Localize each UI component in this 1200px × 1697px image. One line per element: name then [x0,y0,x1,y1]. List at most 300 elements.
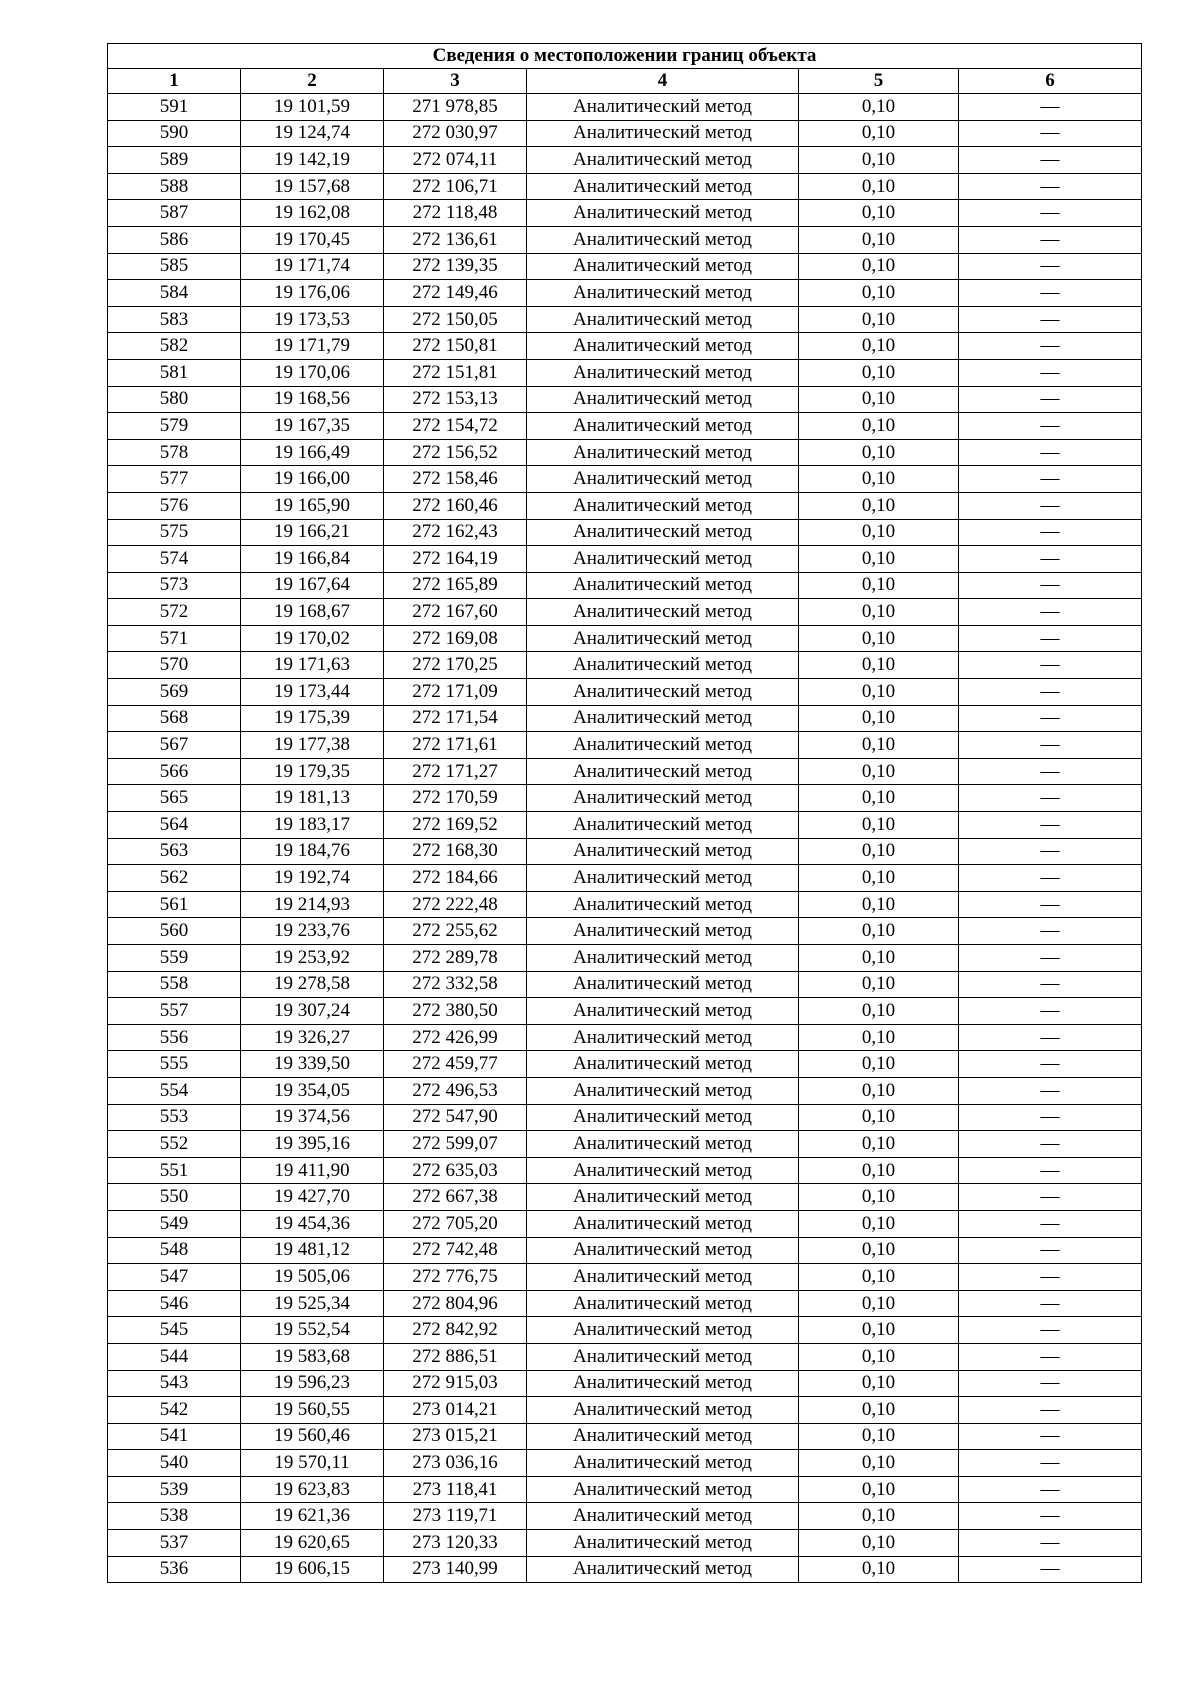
method-cell: Аналитический метод [527,1397,799,1424]
point-number-cell: 543 [108,1370,241,1397]
point-number-cell: 544 [108,1343,241,1370]
x-coordinate-cell: 19 124,74 [241,120,384,147]
method-cell: Аналитический метод [527,971,799,998]
y-coordinate-cell: 273 015,21 [384,1423,527,1450]
description-cell: — [959,1530,1142,1557]
x-coordinate-cell: 19 175,39 [241,705,384,732]
method-cell: Аналитический метод [527,200,799,227]
accuracy-cell: 0,10 [799,625,959,652]
method-cell: Аналитический метод [527,94,799,121]
description-cell: — [959,1157,1142,1184]
y-coordinate-cell: 272 426,99 [384,1024,527,1051]
accuracy-cell: 0,10 [799,147,959,174]
method-cell: Аналитический метод [527,519,799,546]
description-cell: — [959,1423,1142,1450]
method-cell: Аналитический метод [527,173,799,200]
table-row [108,1343,1142,1370]
table-row [108,333,1142,360]
y-coordinate-cell: 272 599,07 [384,1131,527,1158]
table-row [108,1317,1142,1344]
y-coordinate-cell: 272 459,77 [384,1051,527,1078]
y-coordinate-cell: 272 136,61 [384,226,527,253]
method-cell: Аналитический метод [527,1184,799,1211]
x-coordinate-cell: 19 233,76 [241,918,384,945]
y-coordinate-cell: 272 149,46 [384,280,527,307]
point-number-cell: 547 [108,1264,241,1291]
y-coordinate-cell: 273 014,21 [384,1397,527,1424]
description-cell: — [959,359,1142,386]
x-coordinate-cell: 19 253,92 [241,945,384,972]
method-cell: Аналитический метод [527,1051,799,1078]
method-cell: Аналитический метод [527,679,799,706]
description-cell: — [959,1397,1142,1424]
column-header: 1 [108,69,241,94]
method-cell: Аналитический метод [527,359,799,386]
table-row [108,306,1142,333]
description-cell: — [959,758,1142,785]
table-row [108,812,1142,839]
description-cell: — [959,998,1142,1025]
description-cell: — [959,1184,1142,1211]
point-number-cell: 569 [108,679,241,706]
point-number-cell: 539 [108,1476,241,1503]
description-cell: — [959,253,1142,280]
accuracy-cell: 0,10 [799,1317,959,1344]
method-cell: Аналитический метод [527,1450,799,1477]
accuracy-cell: 0,10 [799,1157,959,1184]
accuracy-cell: 0,10 [799,1530,959,1557]
method-cell: Аналитический метод [527,812,799,839]
method-cell: Аналитический метод [527,439,799,466]
point-number-cell: 563 [108,838,241,865]
accuracy-cell: 0,10 [799,1343,959,1370]
table-row [108,147,1142,174]
point-number-cell: 557 [108,998,241,1025]
table-row [108,253,1142,280]
x-coordinate-cell: 19 606,15 [241,1556,384,1583]
accuracy-cell: 0,10 [799,758,959,785]
point-number-cell: 558 [108,971,241,998]
description-cell: — [959,1503,1142,1530]
point-number-cell: 566 [108,758,241,785]
method-cell: Аналитический метод [527,838,799,865]
method-cell: Аналитический метод [527,705,799,732]
x-coordinate-cell: 19 620,65 [241,1530,384,1557]
table-row [108,1051,1142,1078]
description-cell: — [959,1476,1142,1503]
point-number-cell: 553 [108,1104,241,1131]
point-number-cell: 584 [108,280,241,307]
point-number-cell: 537 [108,1530,241,1557]
x-coordinate-cell: 19 552,54 [241,1317,384,1344]
point-number-cell: 586 [108,226,241,253]
accuracy-cell: 0,10 [799,865,959,892]
point-number-cell: 578 [108,439,241,466]
x-coordinate-cell: 19 583,68 [241,1343,384,1370]
table-row [108,173,1142,200]
point-number-cell: 555 [108,1051,241,1078]
y-coordinate-cell: 272 776,75 [384,1264,527,1291]
description-cell: — [959,1264,1142,1291]
x-coordinate-cell: 19 166,49 [241,439,384,466]
table-row [108,1556,1142,1583]
table-row [108,1184,1142,1211]
y-coordinate-cell: 272 667,38 [384,1184,527,1211]
method-cell: Аналитический метод [527,998,799,1025]
description-cell: — [959,705,1142,732]
table-row [108,1077,1142,1104]
method-cell: Аналитический метод [527,1423,799,1450]
accuracy-cell: 0,10 [799,1077,959,1104]
point-number-cell: 574 [108,546,241,573]
description-cell: — [959,1210,1142,1237]
x-coordinate-cell: 19 170,06 [241,359,384,386]
method-cell: Аналитический метод [527,1237,799,1264]
description-cell: — [959,1317,1142,1344]
accuracy-cell: 0,10 [799,1184,959,1211]
y-coordinate-cell: 273 140,99 [384,1556,527,1583]
accuracy-cell: 0,10 [799,333,959,360]
y-coordinate-cell: 272 153,13 [384,386,527,413]
description-cell: — [959,812,1142,839]
description-cell: — [959,945,1142,972]
method-cell: Аналитический метод [527,572,799,599]
column-header: 4 [527,69,799,94]
point-number-cell: 549 [108,1210,241,1237]
y-coordinate-cell: 273 120,33 [384,1530,527,1557]
point-number-cell: 573 [108,572,241,599]
point-number-cell: 564 [108,812,241,839]
accuracy-cell: 0,10 [799,572,959,599]
table-row [108,1131,1142,1158]
table-row [108,226,1142,253]
description-cell: — [959,732,1142,759]
x-coordinate-cell: 19 560,46 [241,1423,384,1450]
y-coordinate-cell: 272 915,03 [384,1370,527,1397]
table-row [108,1104,1142,1131]
accuracy-cell: 0,10 [799,679,959,706]
point-number-cell: 548 [108,1237,241,1264]
description-cell: — [959,519,1142,546]
y-coordinate-cell: 273 118,41 [384,1476,527,1503]
x-coordinate-cell: 19 411,90 [241,1157,384,1184]
method-cell: Аналитический метод [527,386,799,413]
description-cell: — [959,1556,1142,1583]
accuracy-cell: 0,10 [799,466,959,493]
x-coordinate-cell: 19 454,36 [241,1210,384,1237]
x-coordinate-cell: 19 505,06 [241,1264,384,1291]
table-body [108,94,1142,1583]
table-row [108,998,1142,1025]
column-header: 3 [384,69,527,94]
method-cell: Аналитический метод [527,413,799,440]
description-cell: — [959,333,1142,360]
y-coordinate-cell: 272 169,52 [384,812,527,839]
description-cell: — [959,492,1142,519]
point-number-cell: 552 [108,1131,241,1158]
method-cell: Аналитический метод [527,1556,799,1583]
description-cell: — [959,466,1142,493]
point-number-cell: 572 [108,599,241,626]
description-cell: — [959,546,1142,573]
table-row [108,1024,1142,1051]
accuracy-cell: 0,10 [799,120,959,147]
method-cell: Аналитический метод [527,253,799,280]
x-coordinate-cell: 19 157,68 [241,173,384,200]
x-coordinate-cell: 19 177,38 [241,732,384,759]
x-coordinate-cell: 19 168,56 [241,386,384,413]
x-coordinate-cell: 19 192,74 [241,865,384,892]
point-number-cell: 570 [108,652,241,679]
x-coordinate-cell: 19 166,84 [241,546,384,573]
method-cell: Аналитический метод [527,599,799,626]
y-coordinate-cell: 271 978,85 [384,94,527,121]
y-coordinate-cell: 272 106,71 [384,173,527,200]
table-title-row [108,44,1142,69]
y-coordinate-cell: 272 842,92 [384,1317,527,1344]
x-coordinate-cell: 19 168,67 [241,599,384,626]
description-cell: — [959,785,1142,812]
point-number-cell: 556 [108,1024,241,1051]
description-cell: — [959,1450,1142,1477]
accuracy-cell: 0,10 [799,998,959,1025]
accuracy-cell: 0,10 [799,838,959,865]
table-row [108,891,1142,918]
description-cell: — [959,918,1142,945]
point-number-cell: 546 [108,1290,241,1317]
method-cell: Аналитический метод [527,1343,799,1370]
point-number-cell: 540 [108,1450,241,1477]
x-coordinate-cell: 19 184,76 [241,838,384,865]
y-coordinate-cell: 272 222,48 [384,891,527,918]
description-cell: — [959,94,1142,121]
table-row [108,1397,1142,1424]
x-coordinate-cell: 19 570,11 [241,1450,384,1477]
y-coordinate-cell: 272 886,51 [384,1343,527,1370]
description-cell: — [959,120,1142,147]
point-number-cell: 545 [108,1317,241,1344]
table-row [108,439,1142,466]
method-cell: Аналитический метод [527,945,799,972]
x-coordinate-cell: 19 596,23 [241,1370,384,1397]
y-coordinate-cell: 272 169,08 [384,625,527,652]
point-number-cell: 551 [108,1157,241,1184]
x-coordinate-cell: 19 142,19 [241,147,384,174]
accuracy-cell: 0,10 [799,652,959,679]
accuracy-cell: 0,10 [799,1503,959,1530]
table-row [108,413,1142,440]
point-number-cell: 589 [108,147,241,174]
point-number-cell: 560 [108,918,241,945]
y-coordinate-cell: 272 156,52 [384,439,527,466]
table-row [108,466,1142,493]
table-row [108,1264,1142,1291]
description-cell: — [959,865,1142,892]
y-coordinate-cell: 272 496,53 [384,1077,527,1104]
x-coordinate-cell: 19 171,63 [241,652,384,679]
table-row [108,599,1142,626]
point-number-cell: 536 [108,1556,241,1583]
accuracy-cell: 0,10 [799,1476,959,1503]
x-coordinate-cell: 19 278,58 [241,971,384,998]
description-cell: — [959,413,1142,440]
y-coordinate-cell: 272 705,20 [384,1210,527,1237]
point-number-cell: 561 [108,891,241,918]
y-coordinate-cell: 272 150,81 [384,333,527,360]
x-coordinate-cell: 19 183,17 [241,812,384,839]
x-coordinate-cell: 19 395,16 [241,1131,384,1158]
method-cell: Аналитический метод [527,1131,799,1158]
table-row [108,572,1142,599]
table-row [108,1530,1142,1557]
table-row [108,838,1142,865]
description-cell: — [959,1104,1142,1131]
x-coordinate-cell: 19 214,93 [241,891,384,918]
x-coordinate-cell: 19 173,44 [241,679,384,706]
table-row [108,519,1142,546]
table-row [108,1157,1142,1184]
x-coordinate-cell: 19 165,90 [241,492,384,519]
accuracy-cell: 0,10 [799,94,959,121]
y-coordinate-cell: 273 119,71 [384,1503,527,1530]
description-cell: — [959,147,1142,174]
y-coordinate-cell: 272 332,58 [384,971,527,998]
description-cell: — [959,1290,1142,1317]
description-cell: — [959,1370,1142,1397]
method-cell: Аналитический метод [527,918,799,945]
accuracy-cell: 0,10 [799,253,959,280]
table-row [108,94,1142,121]
description-cell: — [959,1024,1142,1051]
accuracy-cell: 0,10 [799,945,959,972]
point-number-cell: 581 [108,359,241,386]
boundary-coordinates-table [107,43,1142,1583]
accuracy-cell: 0,10 [799,1024,959,1051]
point-number-cell: 568 [108,705,241,732]
x-coordinate-cell: 19 525,34 [241,1290,384,1317]
description-cell: — [959,173,1142,200]
y-coordinate-cell: 272 289,78 [384,945,527,972]
accuracy-cell: 0,10 [799,306,959,333]
accuracy-cell: 0,10 [799,519,959,546]
point-number-cell: 576 [108,492,241,519]
x-coordinate-cell: 19 166,00 [241,466,384,493]
y-coordinate-cell: 272 635,03 [384,1157,527,1184]
x-coordinate-cell: 19 167,64 [241,572,384,599]
y-coordinate-cell: 272 171,54 [384,705,527,732]
y-coordinate-cell: 272 150,05 [384,306,527,333]
accuracy-cell: 0,10 [799,891,959,918]
x-coordinate-cell: 19 101,59 [241,94,384,121]
x-coordinate-cell: 19 170,02 [241,625,384,652]
accuracy-cell: 0,10 [799,732,959,759]
description-cell: — [959,386,1142,413]
table-row [108,546,1142,573]
y-coordinate-cell: 272 168,30 [384,838,527,865]
x-coordinate-cell: 19 354,05 [241,1077,384,1104]
x-coordinate-cell: 19 623,83 [241,1476,384,1503]
accuracy-cell: 0,10 [799,1450,959,1477]
method-cell: Аналитический метод [527,306,799,333]
table-row [108,1290,1142,1317]
accuracy-cell: 0,10 [799,1423,959,1450]
method-cell: Аналитический метод [527,226,799,253]
y-coordinate-cell: 272 742,48 [384,1237,527,1264]
table-row [108,732,1142,759]
accuracy-cell: 0,10 [799,971,959,998]
accuracy-cell: 0,10 [799,280,959,307]
accuracy-cell: 0,10 [799,386,959,413]
y-coordinate-cell: 272 547,90 [384,1104,527,1131]
description-cell: — [959,306,1142,333]
y-coordinate-cell: 272 171,09 [384,679,527,706]
table-row [108,652,1142,679]
accuracy-cell: 0,10 [799,918,959,945]
x-coordinate-cell: 19 427,70 [241,1184,384,1211]
point-number-cell: 567 [108,732,241,759]
description-cell: — [959,599,1142,626]
method-cell: Аналитический метод [527,1264,799,1291]
x-coordinate-cell: 19 326,27 [241,1024,384,1051]
table-row [108,1476,1142,1503]
method-cell: Аналитический метод [527,1317,799,1344]
column-header: 2 [241,69,384,94]
accuracy-cell: 0,10 [799,599,959,626]
point-number-cell: 590 [108,120,241,147]
table-row [108,200,1142,227]
x-coordinate-cell: 19 171,74 [241,253,384,280]
x-coordinate-cell: 19 481,12 [241,1237,384,1264]
method-cell: Аналитический метод [527,147,799,174]
table-row [108,785,1142,812]
accuracy-cell: 0,10 [799,359,959,386]
accuracy-cell: 0,10 [799,1370,959,1397]
method-cell: Аналитический метод [527,1104,799,1131]
description-cell: — [959,1131,1142,1158]
table-row [108,492,1142,519]
table-row [108,120,1142,147]
method-cell: Аналитический метод [527,1370,799,1397]
description-cell: — [959,572,1142,599]
accuracy-cell: 0,10 [799,439,959,466]
point-number-cell: 565 [108,785,241,812]
accuracy-cell: 0,10 [799,1237,959,1264]
method-cell: Аналитический метод [527,891,799,918]
y-coordinate-cell: 272 158,46 [384,466,527,493]
x-coordinate-cell: 19 179,35 [241,758,384,785]
method-cell: Аналитический метод [527,1077,799,1104]
x-coordinate-cell: 19 621,36 [241,1503,384,1530]
point-number-cell: 575 [108,519,241,546]
column-header: 5 [799,69,959,94]
y-coordinate-cell: 272 167,60 [384,599,527,626]
accuracy-cell: 0,10 [799,1290,959,1317]
accuracy-cell: 0,10 [799,1397,959,1424]
accuracy-cell: 0,10 [799,1264,959,1291]
point-number-cell: 587 [108,200,241,227]
column-header-row [108,69,1142,94]
method-cell: Аналитический метод [527,1210,799,1237]
y-coordinate-cell: 272 164,19 [384,546,527,573]
x-coordinate-cell: 19 181,13 [241,785,384,812]
point-number-cell: 588 [108,173,241,200]
method-cell: Аналитический метод [527,466,799,493]
accuracy-cell: 0,10 [799,1556,959,1583]
description-cell: — [959,679,1142,706]
table-row [108,280,1142,307]
method-cell: Аналитический метод [527,1157,799,1184]
point-number-cell: 591 [108,94,241,121]
